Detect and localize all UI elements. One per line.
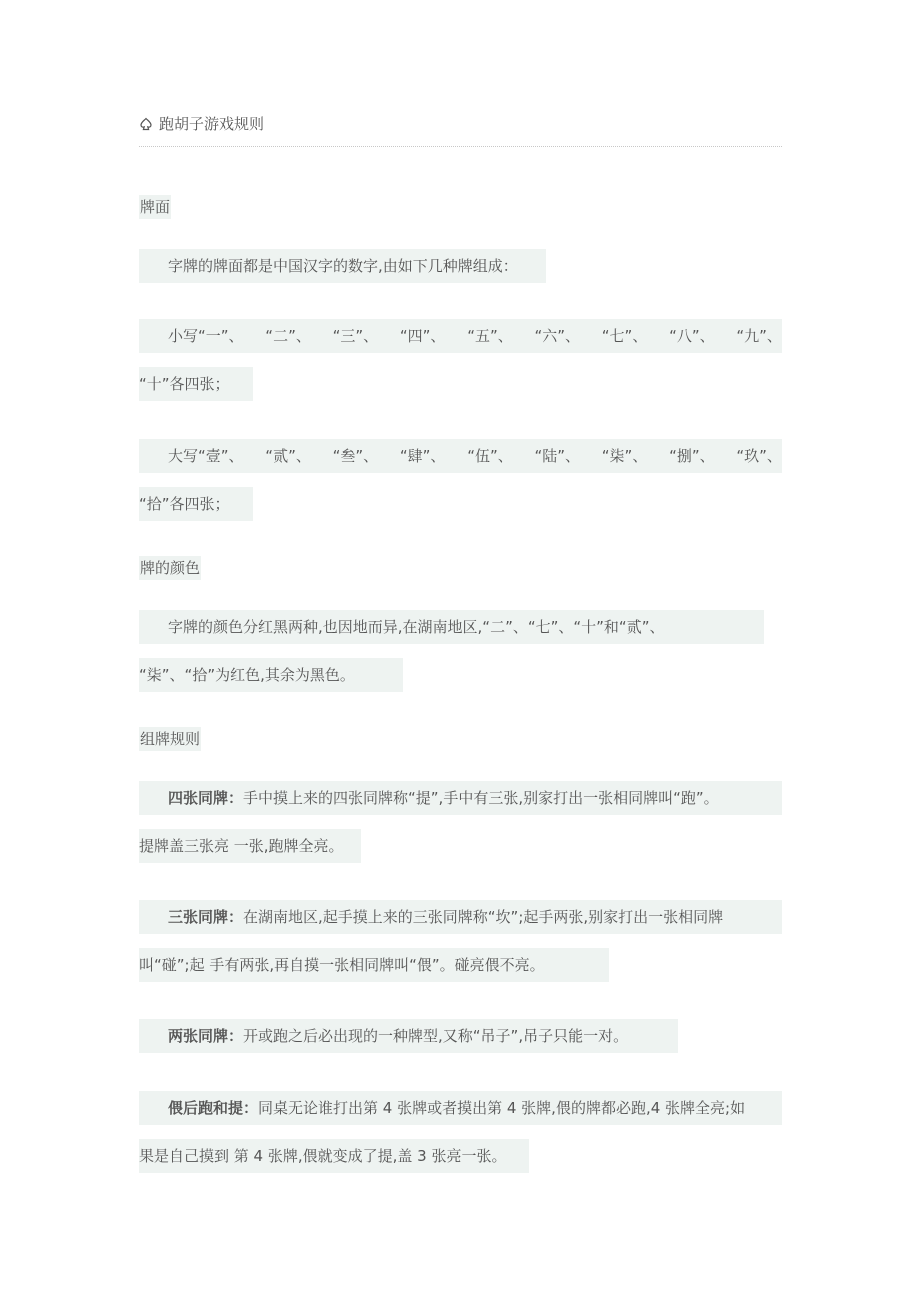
color-line1-text: 字牌的颜色分红黑两种,也因地而异,在湖南地区,“二”、“七”、“十”和“贰”、 [168,618,665,636]
big-token: “贰”、 [265,447,311,465]
face-big-line2 [139,487,253,521]
small-line2-text: “十”各四张； [139,375,230,393]
small-token: “五”、 [467,327,513,345]
big-token: 大写“壹”、 [168,447,244,465]
title-divider [139,146,782,147]
big-token: “肆”、 [399,447,446,465]
small-token: 小写“一”、 [168,327,244,345]
rule-four-line1-text: 手中摸上来的四张同牌称“提”,手中有三张,别家打出一张相同牌叫“跑”。 [243,789,719,807]
big-line2-text: “拾”各四张； [139,495,230,513]
big-token: “陆”、 [534,447,581,465]
rule-four-line2-text: 提牌盖三张亮 一张,跑牌全亮。 [139,837,344,855]
face-big-line1 [139,439,782,473]
small-token: “七”、 [601,327,648,345]
document-title [139,113,264,134]
rule-three-line2 [139,948,609,982]
rule-wei-line1-text: 同桌无论谁打出第 4 张牌或者摸出第 4 张牌,偎的牌都必跑,4 张牌全亮;如 [258,1099,746,1117]
big-token: “柒”、 [601,447,648,465]
rule-four-label: 四张同牌： [168,789,244,807]
rule-two-line1-text: 开或跑之后必出现的一种牌型,又称“吊子”,吊子只能一对。 [243,1027,629,1045]
small-token: “四”、 [399,327,446,345]
rule-four-line2 [139,829,361,863]
color-line1 [139,610,764,644]
small-token: “二”、 [265,327,311,345]
face-intro-text: 字牌的牌面都是中国汉字的数字,由如下几种牌组成： [168,257,518,275]
rule-three-label: 三张同牌： [168,908,244,926]
big-token: “伍”、 [467,447,513,465]
small-token: “八”、 [669,327,715,345]
face-small-line1 [139,319,782,353]
rule-two-line1 [139,1019,678,1053]
rule-wei-line2-text: 果是自己摸到 第 4 张牌,偎就变成了提,盖 3 张亮一张。 [139,1147,507,1165]
section-heading-face: 牌面 [139,195,171,219]
small-token: “三”、 [332,327,379,345]
rule-three-line2-text: 叫“碰”;起 手有两张,再自摸一张相同牌叫“偎”。碰亮偎不亮。 [139,956,545,974]
rule-wei-line1 [139,1091,782,1125]
section-heading-rules: 组牌规则 [139,727,201,751]
small-token: “九”、 [736,327,782,345]
section-heading-color: 牌的颜色 [139,556,201,580]
spade-icon [139,117,153,131]
rule-wei-label: 偎后跑和提： [168,1099,259,1117]
big-token: “玖”、 [736,447,782,465]
rule-four-line1 [139,781,782,815]
big-token: “捌”、 [669,447,715,465]
rule-three-line1 [139,900,782,934]
rule-wei-line2 [139,1139,529,1173]
rule-three-line1-text: 在湖南地区,起手摸上来的三张同牌称“坎”;起手两张,别家打出一张相同牌 [243,908,724,926]
color-line2 [139,658,403,692]
color-line2-text: “柒”、“拾”为红色,其余为黑色。 [139,666,355,684]
face-intro [139,249,546,283]
big-token: “叁”、 [332,447,379,465]
title-text: 跑胡子游戏规则 [159,115,265,133]
rule-two-label: 两张同牌： [168,1027,244,1045]
face-small-line2 [139,367,253,401]
small-token: “六”、 [534,327,581,345]
